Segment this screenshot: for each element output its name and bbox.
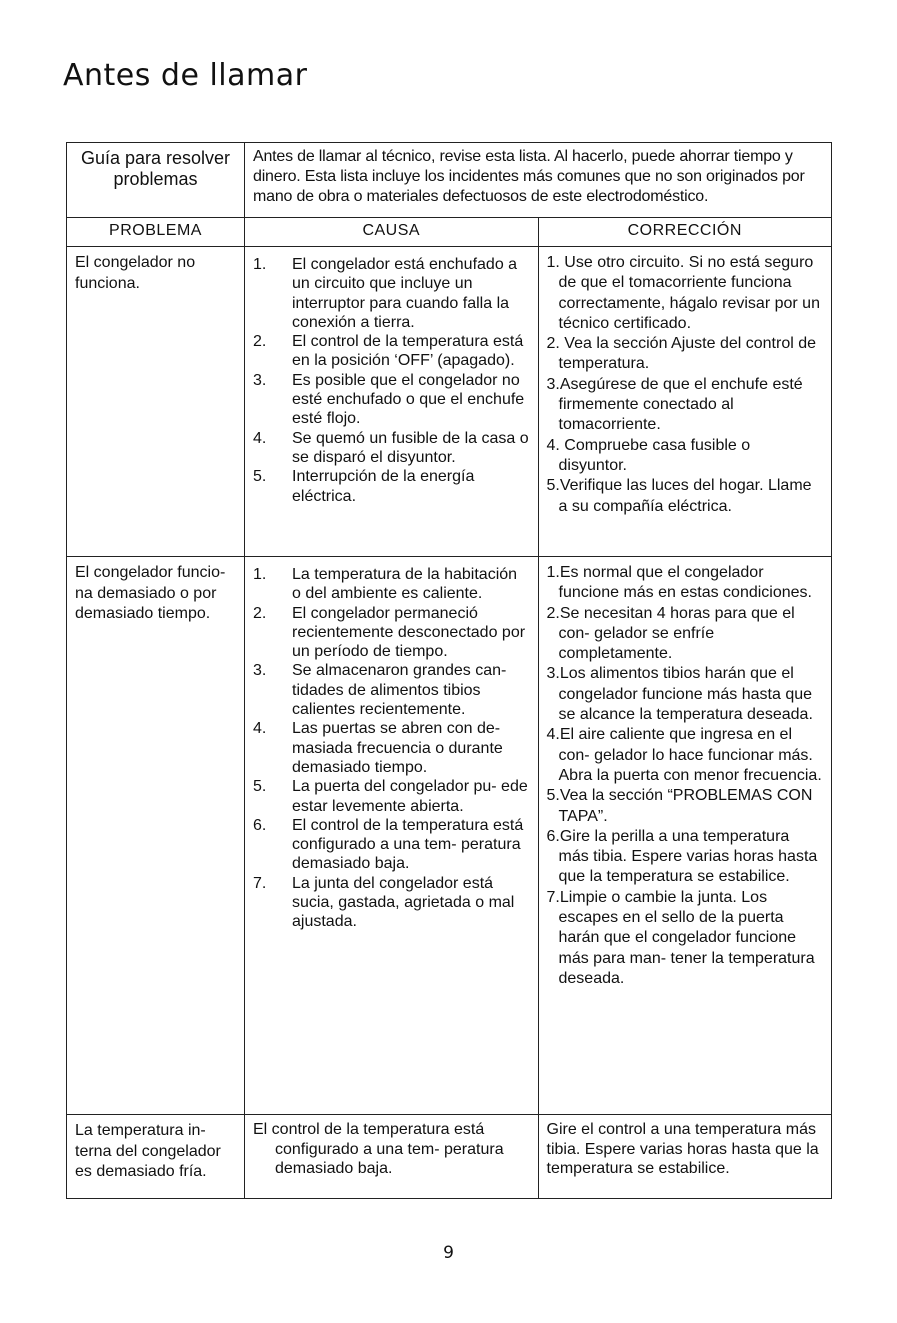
correction-item: 4.El aire caliente que ingresa en el con- gelador lo hace funcionar más. Abra la puerta con menor frecuencia. [546,726,822,784]
problem-cell: La temperatura in- terna del congelador es demasiado fría. [67,1115,245,1199]
list-item: 3. Es posible que el congelador no esté enchufado o que el enchufe esté flojo. [253,371,525,428]
correction-item: 2.Se necesitan 4 horas para que el con- gelador se enfríe completamente. [546,604,795,663]
header-correction: CORRECCIÓN [538,218,832,247]
correction-item: 3.Asegúrese de que el enchufe esté firmemente conectado al tomacorriente. [546,375,803,434]
list-item: 4. Se quemó un fusible de la casa o se disparó el disyuntor. [253,429,529,466]
list-item: 6. El control de la temperatura está configurado a una tem- peratura demasiado baja. [253,816,524,873]
table-row [67,1115,832,1199]
table-row [67,557,832,1115]
correction-item: 5.Vea la sección “PROBLEMAS CON TAPA”. [546,787,813,825]
table-row [67,247,832,557]
intro-text: Antes de llamar al técnico, revise esta lista. Al hacerlo, puede ahorrar tiempo y dinero. Esta lista incluye los incidentes más comunes que no son originados por mano de obra o materiales defectuosos de este electrodoméstico. [245,143,832,218]
correction-item: 1. Use otro circuito. Si no está seguro de que el tomacorriente funciona correctamente, hágalo revisar por un técnico certificado. [546,254,820,332]
problem-cell: El congelador no funciona. [67,247,245,557]
intro-row [67,143,832,218]
correction-item: 2. Vea la sección Ajuste del control de temperatura. [546,335,817,373]
correction-item: 6.Gire la perilla a una temperatura más tibia. Espere varias horas hasta que la temperatura se estabilice. [546,827,818,886]
correction-item: 4. Compruebe casa fusible o disyuntor. [546,436,751,474]
problem-cell: El congelador funcio- na demasiado o por demasiado tiempo. [67,557,245,1115]
header-row [67,218,832,247]
cause-cell [245,1115,539,1199]
page-number: 9 [443,1243,454,1263]
list-item: 1. La temperatura de la habitación o del ambiente es caliente. [253,566,518,603]
correction-item: 5.Verifique las luces del hogar. Llame a su compañía eléctrica. [546,477,812,515]
cause-list [253,250,530,506]
correction-item: 3.Los alimentos tibios harán que el congelador funcione más hasta que se alcance la temperatura deseada. [546,665,813,724]
cause-cell [245,247,539,557]
list-item: 2. El control de la temperatura está en la posición ‘OFF’ (apagado). [253,333,524,370]
correction-cell [538,557,832,1115]
correction-item: 1.Es normal que el congelador funcione más en estas condiciones. [546,564,812,602]
correction-cell [538,247,832,557]
guide-label: Guía para resolver problemas [67,143,245,218]
list-item: 2. El congelador permaneció recientemente desconectado por un período de tiempo. [253,604,526,661]
header-cause: CAUSA [245,218,539,247]
correction-cell: Gire el control a una temperatura más tibia. Espere varias horas hasta que la temperatura se estabilice. [538,1115,832,1199]
header-problem: PROBLEMA [67,218,245,247]
list-item: 3. Se almacenaron grandes can- tidades de alimentos tibios calientes recientemente. [253,662,507,719]
correction-item: 7.Limpie o cambie la junta. Los escapes en el sello de la puerta harán que el congelador funcione más para man- tener la temperatura deseada. [546,888,815,987]
page-title: Antes de llamar [63,58,308,93]
cause-list [253,560,530,932]
list-item: 5. Interrupción de la energía eléctrica. [253,468,475,505]
list-item: 1. El congelador está enchufado a un circuito que incluye un interruptor para cuando falla la conexión a tierra. [253,256,518,331]
troubleshooting-table [66,142,832,1199]
list-item: 5. La puerta del congelador pu- ede estar levemente abierta. [253,778,528,815]
list-item: 4. Las puertas se abren con de- masiada frecuencia o durante demasiado tiempo. [253,720,503,776]
cause-cell [245,557,539,1115]
cause-text: El control de la temperatura está configurado a una tem- peratura demasiado baja. [253,1121,504,1177]
list-item: 7. La junta del congelador está sucia, gastada, agrietada o mal ajustada. [253,874,515,931]
